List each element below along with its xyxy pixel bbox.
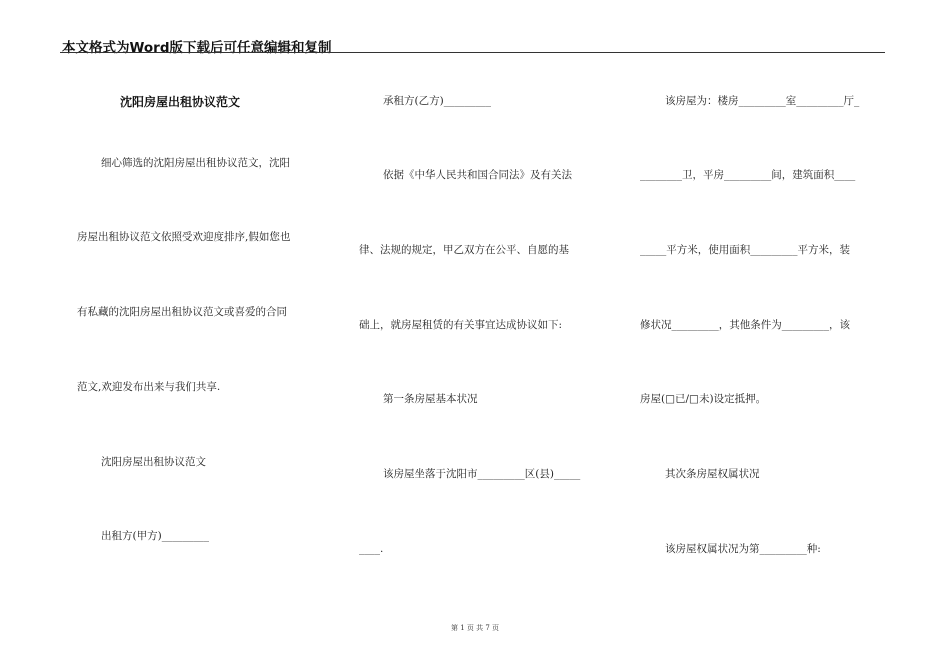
paragraph-line: 修状况_________，其他条件为_________，该 xyxy=(640,319,850,331)
document-header-title: 本文格式为Word版下载后可任意编辑和复制 xyxy=(62,40,332,56)
paragraph-line: _____平方米，使用面积_________平方米，装 xyxy=(640,244,850,256)
header-divider xyxy=(60,52,885,53)
page-number: 第 1 页 共 7 页 xyxy=(450,624,500,632)
section-heading: 沈阳房屋出租协议范文 xyxy=(101,456,206,468)
document-title: 沈阳房屋出租协议范文 xyxy=(120,95,241,109)
paragraph-line: 律、法规的规定，甲乙双方在公平、自愿的基 xyxy=(359,244,569,256)
paragraph-line: 该房屋权属状况为第_________种: xyxy=(665,543,821,555)
paragraph-line: ________卫，平房_________间，建筑面积____ xyxy=(640,169,856,181)
paragraph-line: 承租方(乙方)_________ xyxy=(383,95,491,107)
section-heading: 第一条房屋基本状况 xyxy=(383,393,478,405)
paragraph-line: 房屋出租协议范文依照受欢迎度排序,假如您也 xyxy=(77,231,291,243)
paragraph-line: 依据《中华人民共和国合同法》及有关法 xyxy=(383,169,572,181)
paragraph-line: 房屋(□已/□未)设定抵押。 xyxy=(640,393,767,405)
paragraph-line: 该房屋为：楼房_________室_________厅_ xyxy=(665,95,860,107)
paragraph-line: 有私藏的沈阳房屋出租协议范文或喜爱的合同 xyxy=(77,306,287,318)
paragraph-line: 范文,欢迎发布出来与我们共享. xyxy=(77,381,221,393)
paragraph-line: 础上，就房屋租赁的有关事宜达成协议如下: xyxy=(359,319,563,331)
paragraph-line: ____. xyxy=(359,543,384,555)
paragraph-line: 出租方(甲方)_________ xyxy=(101,530,209,542)
paragraph-line: 细心筛选的沈阳房屋出租协议范文，沈阳 xyxy=(101,157,290,169)
paragraph-line: 该房屋坐落于沈阳市_________区(县)_____ xyxy=(383,468,581,480)
section-heading: 其次条房屋权属状况 xyxy=(665,468,760,480)
